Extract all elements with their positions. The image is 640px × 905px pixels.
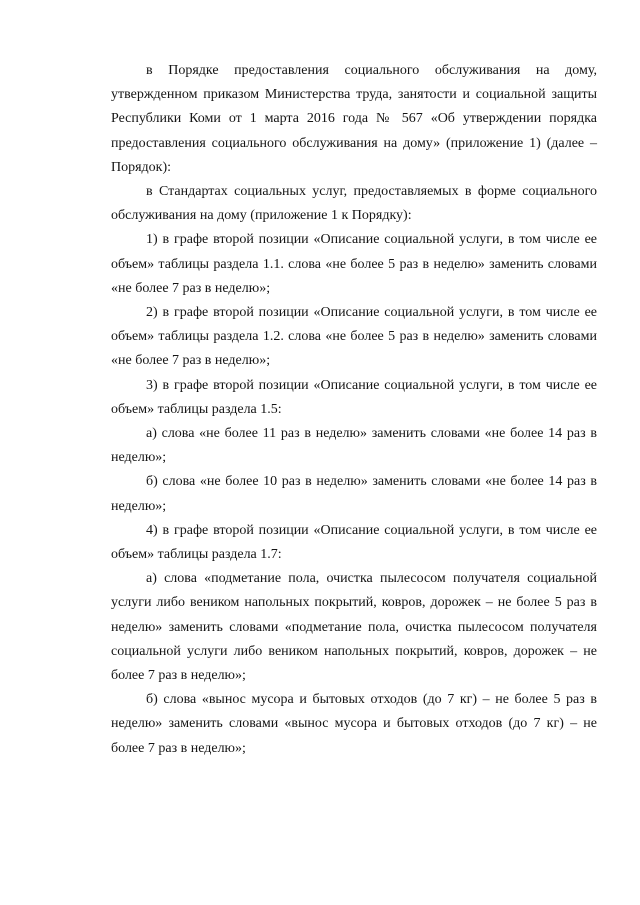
document-body	[111, 59, 597, 761]
paragraph-item-4a: а) слова «подметание пола, очистка пылесосом получателя социальной услуги либо веником напольных покрытий, ковров, дорожек – не более 5 раз в неделю» заменить словами «подметание пола, очистка пылесосом получателя социальной услуги либо веником напольных покрытий, ковров, дорожек – не более 7 раз в неделю»;	[111, 571, 597, 684]
paragraph-item-4: 4) в графе второй позиции «Описание социальной услуги, в том числе ее объем» таблицы раздела 1.7:	[111, 522, 597, 563]
paragraph-item-3a: а) слова «не более 11 раз в неделю» заменить словами «не более 14 раз в неделю»;	[111, 426, 597, 466]
paragraph-item-4b: б) слова «вынос мусора и бытовых отходов (до 7 кг) – не более 5 раз в неделю» заменить словами «вынос мусора и бытовых отходов (до 7 кг) – не более 7 раз в неделю»;	[111, 692, 597, 756]
paragraph-item-1: 1) в графе второй позиции «Описание социальной услуги, в том числе ее объем» таблицы раздела 1.1. слова «не более 5 раз в неделю» заменить словами «не более 7 раз в неделю»;	[111, 232, 597, 296]
paragraph-item-3b: б) слова «не более 10 раз в неделю» заменить словами «не более 14 раз в неделю»;	[111, 474, 597, 514]
paragraph-item-2: 2) в графе второй позиции «Описание социальной услуги, в том числе ее объем» таблицы раздела 1.2. слова «не более 5 раз в неделю» заменить словами «не более 7 раз в неделю»;	[111, 305, 597, 369]
paragraph-item-3: 3) в графе второй позиции «Описание социальной услуги, в том числе ее объем» таблицы раздела 1.5:	[111, 377, 597, 417]
paragraph-standarty: в Стандартах социальных услуг, предоставляемых в форме социального обслуживания на дому (приложение 1 к Порядку):	[111, 184, 597, 224]
paragraph-porjadok: в Порядке предоставления социального обслуживания на дому, утвержденном приказом Министерства труда, занятости и социальной защиты Республики Коми от 1 марта 2016 года № 567 «Об утверждении порядка предоставления социального обслуживания на дому» (приложение 1) (далее – Порядок):	[111, 63, 597, 175]
